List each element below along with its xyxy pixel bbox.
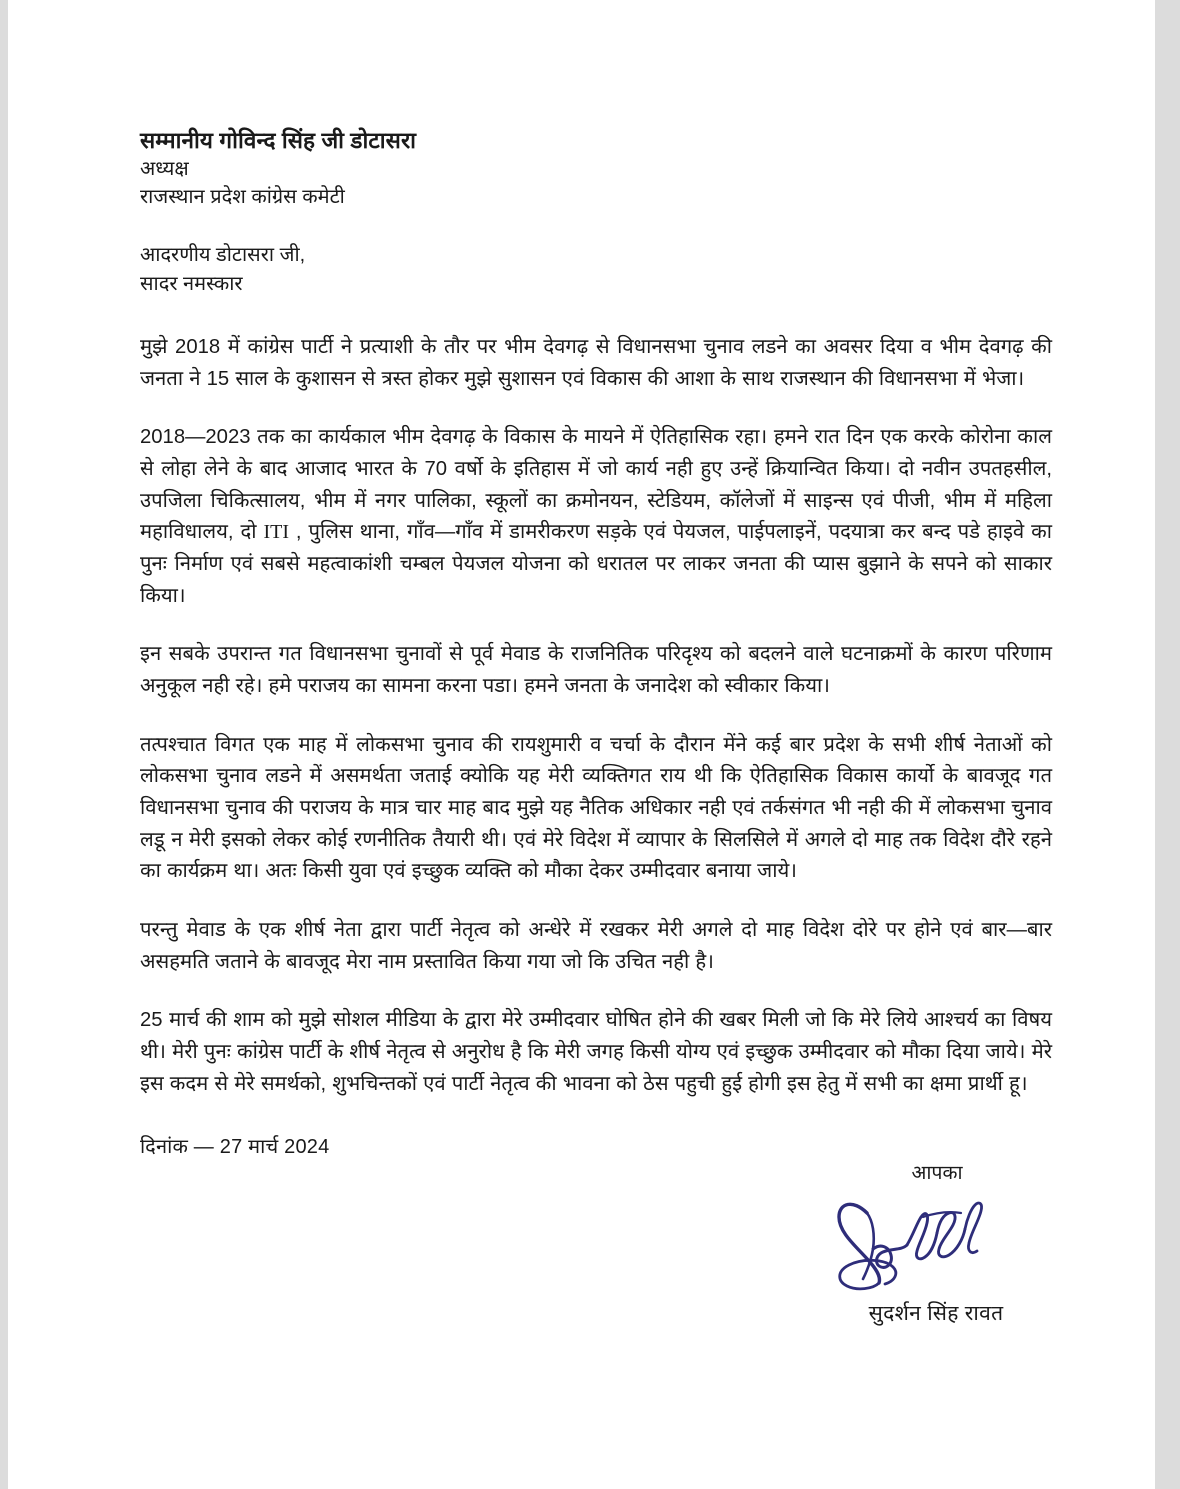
body-paragraph-1: मुझे 2018 में कांग्रेस पार्टी ने प्रत्याशी के तौर पर भीम देवगढ़ से विधानसभा चुनाव लडने का अवसर दिया व भीम देवगढ़ की जनता ने 15 साल के कुशासन से त्रस्त होकर मुझे सुशासन एवं विकास की आशा के साथ राजस्थान की विधानसभा में भेजा। [140,336,1052,390]
salutation-greeting: आदरणीय डोटासरा जी, [140,244,306,267]
recipient-name: सम्मानीय गोविन्द सिंह जी डोटासरा [140,128,417,153]
body-paragraph-6: 25 मार्च की शाम को मुझे सोशल मीडिया के द्वारा मेरे उम्मीदवार घोषित होने की खबर मिली जो कि मेरे लिये आश्चर्य का विषय थी। मेरी पुनः कांग्रेस पार्टी के शीर्ष नेतृत्व से अनुरोध है कि मेरी जगह किसी योग्य एवं इच्छुक उम्मीदवार को मौका दिया जाये। मेरे इस कदम से मेरे समर्थको, शुभचिन्तकों एवं पार्टी नेतृत्व की भावना को ठेस पहुची हुई होगी इस हेतु में सभी का क्षमा प्रार्थी हू। [140,1009,1052,1095]
letter-content [140,0,1052,1159]
document-page [8,0,1155,1489]
recipient-designation: अध्यक्ष [140,158,189,181]
date-line: दिनांक — 27 मार्च 2024 [140,1136,330,1159]
body-paragraph-5: परन्तु मेवाड के एक शीर्ष नेता द्वारा पार्टी नेतृत्व को अन्धेरे में रखकर मेरी अगले दो माह विदेश दोरे पर होने एवं बार—बार असहमति जताने के बावजूद मेरा नाम प्रस्तावित किया गया जो कि उचित नही है। [140,918,1052,973]
body-paragraph-3: इन सबके उपरान्त गत विधानसभा चुनावों से पूर्व मेवाड के राजनितिक परिदृश्य को बदलने वाले घटनाक्रमों के कारण परिणाम अनुकूल नही रहे। हमे पराजय का सामना करना पडा। हमने जनता के जनादेश को स्वीकार किया। [140,643,1052,697]
salutation-block [140,241,1052,298]
page-left-edge [0,0,8,1489]
recipient-organization: राजस्थान प्रदेश कांग्रेस कमेटी [140,186,345,209]
signature-block [778,1158,1068,1327]
signer-name: सुदर्शन सिंह रावत [868,1302,1004,1325]
salutation-regards: सादर नमस्कार [140,272,243,295]
page-right-edge [1155,0,1180,1489]
iti-abbreviation: ITI [263,521,289,544]
body-paragraph-2 [140,422,1052,612]
paragraph-2-segment-a: 2018—2023 तक का कार्यकाल भीम देवगढ़ के विकास के मायने में ऐतिहासिक रहा। हमने रात दिन एक करके कोरोना काल से लोहा लेने के बाद आजाद भारत के 70 वर्षो के इतिहास में जो कार्य नही हुए उन्हें क्रियान्वित किया। दो नवीन उपतहसील, उपजिला चिकित्सालय, भीम में नगर पालिका, स्कूलों का क्रमोनयन, स्टेडियम, कॉलेजों में साइन्स एवं पीजी, भीम में महिला महाविधालय, दो [140,426,1052,544]
body-paragraph-4: तत्पश्चात विगत एक माह में लोकसभा चुनाव की रायशुमारी व चर्चा के दौरान मेंने कई बार प्रदेश के सभी शीर्ष नेताओं को लोकसभा चुनाव लडने में असमर्थता जताई क्योकि यह मेरी व्यक्तिगत राय थी कि ऐतिहासिक विकास कार्यो के बावजूद गत विधानसभा चुनाव की पराजय के मात्र चार माह बाद मुझे यह नैतिक अधिकार नही एवं तर्कसंगत भी नही की में लोकसभा चुनाव लडू न मेरी इसको लेकर कोई रणनीतिक तैयारी थी। एवं मेरे विदेश में व्यापार के सिलसिले में अगले दो माह तक विदेश दौरे रहने का कार्यक्रम था। अतः किसी युवा एवं इच्छुक व्यक्ति को मौका देकर उम्मीदवार बनाया जाये। [140,733,1052,883]
handwritten-signature-icon [823,1187,1023,1299]
recipient-address-block [140,126,1052,211]
paragraph-2-segment-b: , पुलिस थाना, गाँव—गाँव में डामरीकरण सड़के एवं पेयजल, पाईपलाइनें, पदयात्रा कर बन्द पडे हाइवे का पुनः निर्माण एवं सबसे महत्वाकांशी चम्बल पेयजल योजना को धरातल पर लाकर जनता की प्यास बुझाने के सपने को साकार किया। [140,521,1052,607]
closing-salutation: आपका [911,1162,963,1184]
